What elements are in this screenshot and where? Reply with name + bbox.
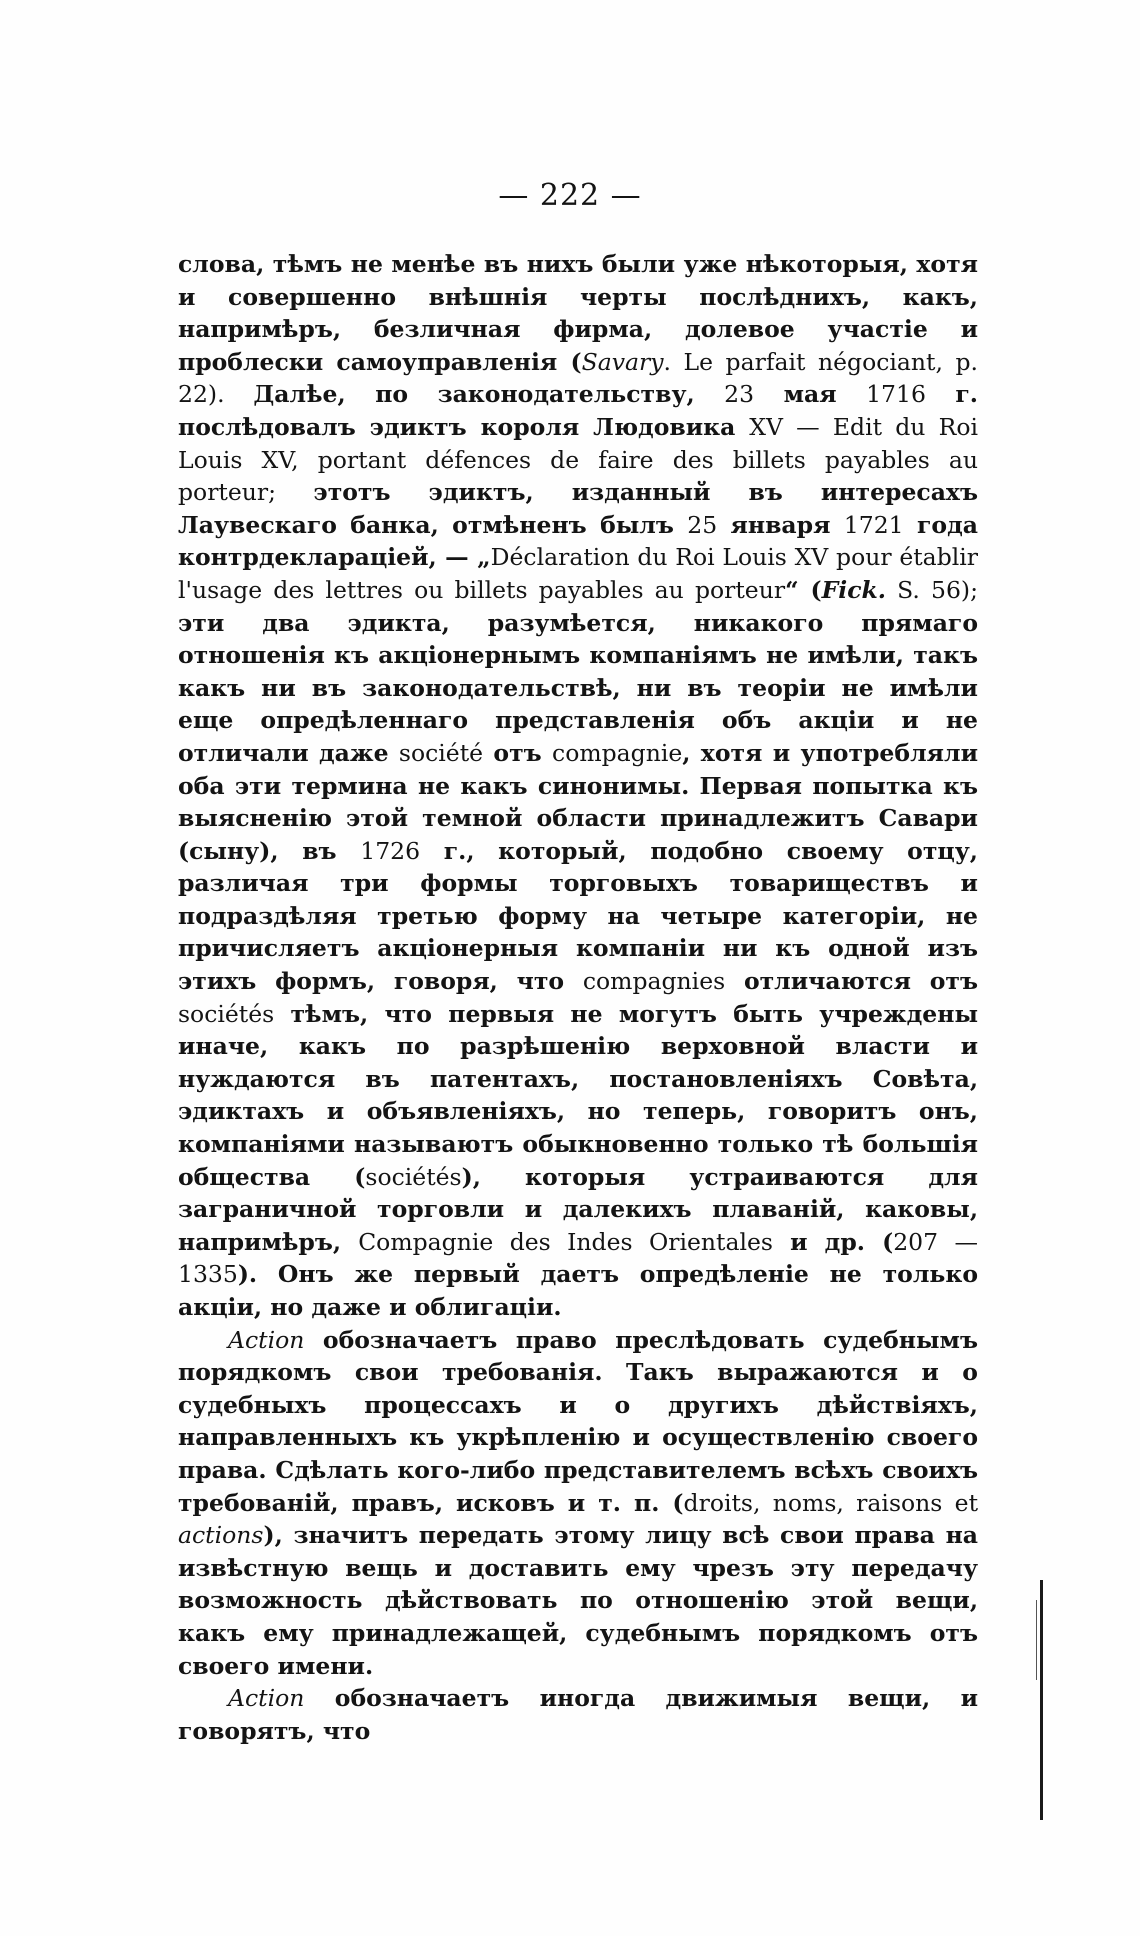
text-segment: 1721 (843, 510, 904, 539)
paragraph-3 (178, 1682, 978, 1747)
text-segment: compagnie (552, 738, 683, 767)
text-segment: actions (178, 1521, 264, 1550)
text-segment: . Le parfait négociant, p. 22). (178, 347, 978, 409)
text-segment: слова, тѣмъ не менѣе въ нихъ были уже нѣкоторыя, хотя и совершенно внѣшнія черты послѣднихъ, какъ, напримѣръ, безличная фирма, долевое участіе и проблески самоуправленія ( (178, 250, 978, 376)
margin-mark-thin (1036, 1600, 1037, 1680)
text-segment: ), значитъ передать этому лицу всѣ свои права на извѣстную вещь и доставить ему чрезъ эту передачу возможность дѣйствовать по отношенію этой вещи, какъ ему принадлежащей, судебнымъ порядкомъ отъ своего имени. (178, 1521, 978, 1680)
page-number: — 222 — (498, 178, 642, 213)
text-segment: эти два эдикта, разумѣется, никакого прямаго отношенія къ акціонернымъ компаніямъ не имѣли, такъ какъ ни въ законодательствѣ, ни въ теоріи не имѣли еще опредѣленнаго представленія объ акціи и не отличали даже (178, 608, 978, 767)
text-segment: 1726 (360, 836, 421, 865)
margin-mark (1040, 1580, 1043, 1820)
text-segment: 207 — 1335 (178, 1227, 978, 1289)
text-segment: г. послѣдовалъ эдиктъ короля Людовика (178, 380, 978, 441)
text-segment: S. 56); (885, 575, 978, 604)
text-segment: sociétés (178, 999, 275, 1028)
text-segment: XV — Edit du Roi Louis XV, portant défences de faire des billets payables au porteur; (178, 412, 978, 507)
text-segment: и др. ( (772, 1227, 894, 1256)
text-segment: Compagnie des Indes Orientales (358, 1227, 773, 1256)
text-segment: тѣмъ, что первыя не могутъ быть учреждены иначе, какъ по разрѣшенію верховной власти и нуждаются въ патентахъ, постановленіяхъ Совѣта, эдиктахъ и объявленіяхъ, но теперь, говоритъ онъ, компаніями называютъ обыкновенно только тѣ большія общества ( (178, 999, 978, 1191)
text-segment: droits, noms, raisons et (683, 1488, 979, 1517)
text-segment: 1716 (866, 380, 926, 409)
text-segment: мая (754, 380, 867, 409)
text-segment: отличаются отъ (725, 967, 978, 996)
text-segment: société (398, 738, 484, 767)
text-segment: Déclaration du Roi Louis XV pour établir l'usage des lettres ou billets payables au porteur (178, 543, 978, 604)
text-segment: Fick. (821, 575, 886, 604)
text-segment: этотъ эдиктъ, изданный въ интересахъ Лаувескаго банка, отмѣненъ былъ (178, 478, 978, 539)
text-segment: г., который, подобно своему отцу, различая три формы торговыхъ товариществъ и подраздѣляя третью форму на четыре категоріи, не причисляетъ акціонерныя компаніи ни къ одной изъ этихъ формъ, говоря, что (178, 836, 978, 996)
text-segment: 25 (687, 510, 718, 539)
text-segment: , хотя и употребляли оба эти термина не какъ синонимы. Первая попытка къ выясненію этой темной области принадлежитъ Савари (сыну), въ (178, 738, 978, 865)
text-segment: обозначаетъ иногда движимыя вещи, и говорятъ, что (178, 1684, 978, 1745)
paragraph-1 (178, 248, 978, 1324)
text-segment: ). Онъ же первый даетъ опредѣленіе не только акціи, но даже и облигаціи. (178, 1260, 978, 1321)
text-segment: года контрдекларацiей, — „ (178, 510, 978, 572)
text-segment: sociétés (365, 1162, 462, 1191)
text-segment: отъ (483, 738, 553, 767)
text-segment: Action (228, 1684, 305, 1713)
text-segment: 23 (724, 380, 755, 409)
text-segment: “ ( (785, 575, 822, 604)
text-segment: Далѣе, по законодательству, (253, 380, 725, 409)
text-segment: ), которыя устраиваются для заграничной торговли и далекихъ плаваній, каковы, напримѣръ, (178, 1162, 978, 1256)
paragraph-2 (178, 1324, 978, 1683)
text-segment: compagnies (582, 967, 726, 996)
text-segment: Savary (581, 347, 664, 376)
body-text (178, 248, 978, 1747)
text-segment: Action (228, 1325, 305, 1354)
text-segment: обозначаетъ право преслѣдовать судебнымъ порядкомъ свои требованія. Такъ выражаются и о судебныхъ процессахъ и о другихъ дѣйствіяхъ, направленныхъ къ укрѣпленію и осуществленію своего права. Сдѣлать кого-либо представителемъ всѣхъ своихъ требованій, правъ, исковъ и т. п. ( (178, 1325, 978, 1517)
text-segment: января (717, 510, 844, 539)
